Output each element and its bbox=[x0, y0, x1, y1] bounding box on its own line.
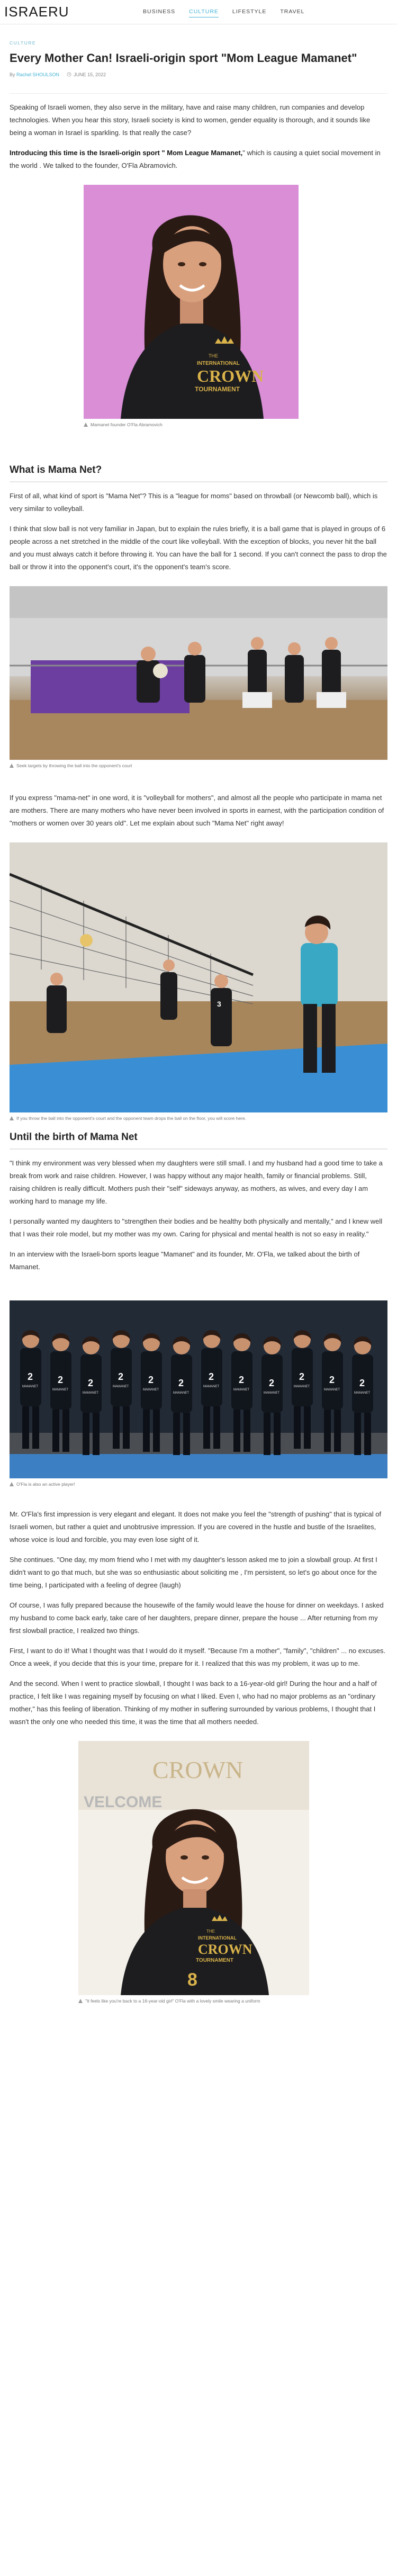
team-player-leg bbox=[354, 1413, 361, 1455]
site-header bbox=[0, 0, 397, 24]
section-2-paragraph-4: Mr. O'Fla's first impression is very elegant and elegant. It does not make you feel the "strength of pushing" that is typical of Israeli women, but rather a quiet and unobtrusive impression. If you are covered in the hustle and bustle of the Israelites, whose voice is loud and forcible, you may even lose sight of it. bbox=[10, 1510, 382, 1543]
shirt2-text-crown: CROWN bbox=[198, 1942, 252, 1958]
team-player-number: 2 bbox=[329, 1374, 335, 1385]
team-player-leg bbox=[364, 1413, 371, 1455]
team-player-number: 2 bbox=[88, 1377, 94, 1388]
shirt-number: 8 bbox=[187, 1970, 197, 1990]
team-player-leg bbox=[173, 1413, 180, 1455]
team-player-brand: MAMANET bbox=[294, 1385, 310, 1388]
team-player-leg bbox=[294, 1406, 301, 1449]
founder-portrait-image bbox=[84, 185, 299, 419]
team-player-number: 2 bbox=[299, 1371, 305, 1382]
caption-triangle-icon bbox=[10, 764, 14, 768]
figure-founder-uniform bbox=[10, 1741, 387, 2004]
team-player-leg bbox=[93, 1413, 100, 1455]
team-player-leg bbox=[32, 1406, 39, 1449]
article-title: Every Mother Can! Israeli-origin sport "Mom League Mamanet" bbox=[10, 51, 357, 65]
section-2-paragraph-7: First, I want to do it! What I thought was that I would do it myself. "Because I'm a mother", "family", "children" ... no excuses. Once a week, if you decide that this is your time, prepare for it. I realized that this was my problem, it was up to me. bbox=[10, 1646, 386, 1667]
team-player-leg bbox=[153, 1410, 160, 1452]
figure-gym-net bbox=[10, 842, 387, 1121]
section-heading-what-is-mama-net: What is Mama Net? bbox=[10, 464, 387, 482]
intro-paragraph-1: Speaking of Israeli women, they also serve in the military, have and raise many children, run companies and develop technologies. When you hear this story, Israeli society is kind to women, gender equality is thorough, and it sounds like being a woman in Israel is sparkling. Is that really the case? bbox=[10, 103, 371, 137]
team-player-brand: MAMANET bbox=[203, 1385, 219, 1388]
site-logo[interactable]: ISRAERU bbox=[4, 4, 69, 20]
nav-item-culture[interactable]: CULTURE bbox=[189, 6, 219, 17]
team-player-number: 2 bbox=[359, 1377, 365, 1388]
section-1-paragraph-3: If you express "mama-net" in one word, it is "volleyball for mothers", and almost all the people who participate in mama net are mothers. There are many mothers who have never been involved in sports in earnest, with the participation condition of "mothers or women over 30 years old". Let me explain about such "Mama Net" right away! bbox=[10, 794, 384, 828]
team-player-number: 2 bbox=[209, 1371, 214, 1382]
team-player-leg bbox=[264, 1413, 270, 1455]
section-heading-birth-of-mama-net: Until the birth of Mama Net bbox=[10, 1132, 387, 1150]
nav-item-travel[interactable]: TRAVEL bbox=[280, 8, 305, 15]
caption-triangle-icon bbox=[10, 1482, 14, 1486]
team-player-leg bbox=[143, 1410, 150, 1452]
banner-welcome-text: VELCOME bbox=[84, 1793, 163, 1811]
nav-item-lifestyle[interactable]: LIFESTYLE bbox=[232, 8, 267, 15]
team-player-number: 2 bbox=[28, 1371, 33, 1382]
team-player-leg bbox=[52, 1410, 59, 1452]
article bbox=[0, 40, 397, 2019]
nav-item-business[interactable]: BUSINESS bbox=[143, 8, 176, 15]
figure-4-caption bbox=[10, 1482, 387, 1487]
player-back-number: 3 bbox=[217, 1000, 221, 1009]
clock-icon bbox=[67, 72, 71, 77]
team-player-number: 2 bbox=[239, 1374, 245, 1385]
caption-triangle-icon bbox=[84, 423, 88, 427]
title-divider bbox=[10, 93, 387, 94]
team-player-number: 2 bbox=[178, 1377, 184, 1388]
team-player-number: 2 bbox=[269, 1377, 275, 1388]
gym-catch-image bbox=[10, 586, 387, 760]
shirt-text-crown: CROWN bbox=[197, 366, 264, 385]
figure-1-caption-text: Mamanet founder O'Fla Abramovich bbox=[91, 421, 163, 427]
team-player-leg bbox=[274, 1413, 281, 1455]
team-player-leg bbox=[83, 1413, 89, 1455]
figure-2-caption-text: Seek targets by throwing the ball into the opponent's court bbox=[16, 763, 132, 769]
team-player-brand: MAMANET bbox=[233, 1388, 249, 1392]
figure-founder-portrait bbox=[10, 185, 387, 427]
section-1-paragraph-2: I think that slow ball is not very familiar in Japan, but to explain the rules briefly, it is a ball game that is played in groups of 6 people across a net stretched in the middle of the court like volleyball. With the exception of blocks, you never hit the ball and you must always catch it before throwing it. You can have the ball for 1 second. If you can't connect the pass to drop the ball or throw it into the opponent's court, it's the opponent's team's score. bbox=[10, 524, 387, 571]
shirt2-text-the: THE bbox=[206, 1929, 215, 1934]
team-player-leg bbox=[22, 1406, 29, 1449]
section-1-paragraph-1: First of all, what kind of sport is "Mama Net"? This is a "league for moms" based on throwball (or Newcomb ball), which is very similar to volleyball. bbox=[10, 491, 378, 513]
team-player-leg bbox=[213, 1406, 220, 1449]
intro-bold-text: Introducing this time is the Israeli-origin sport " Mom League Mamanet, bbox=[10, 148, 243, 157]
team-player-brand: MAMANET bbox=[143, 1388, 159, 1392]
team-player-leg bbox=[62, 1410, 69, 1452]
team-player-brand: MAMANET bbox=[22, 1385, 38, 1388]
team-image bbox=[10, 1300, 387, 1478]
team-player-number: 2 bbox=[148, 1374, 154, 1385]
section-2-paragraph-8: And the second. When I went to practice slowball, I thought I was back to a 16-year-old girl! During the hour and a half of practice, I felt like I was regaining myself by focusing on what I liked. Even I, who had no major problems as an "ordinary mother," has this feeling of liberation. Thinking of my mother in suffering surrounded by various problems, I thought that I wasn't the only one who needed this time, it was the time that all mothers needed. bbox=[10, 1680, 377, 1726]
section-2-paragraph-3: In an interview with the Israeli-born sports league "Mamanet" and its founder, Mr. O'Fla, we talked about the birth of Mamanet. bbox=[10, 1250, 360, 1271]
team-player-leg bbox=[183, 1413, 190, 1455]
section-2-paragraph-1: "I think my environment was very blessed when my daughters were still small. I and my husband had a good time to take a break from work and raise children. However, I was happy without any major health, family or financial problems. Still, raising children is really difficult. Mothers push their "self" sideways anyway, as mothers, as wives, and every day I am working hard to manage my life. bbox=[10, 1159, 383, 1206]
figure-3-caption-text: If you throw the ball into the opponent's court and the opponent team drops the ball on the floor, you will score here. bbox=[16, 1116, 246, 1121]
team-player-leg bbox=[113, 1406, 120, 1449]
article-category[interactable]: CULTURE bbox=[10, 40, 37, 46]
founder-uniform-image bbox=[78, 1741, 309, 1995]
team-player-brand: MAMANET bbox=[324, 1388, 340, 1392]
publish-date: JUNE 15, 2022 bbox=[74, 71, 106, 77]
team-player-brand: MAMANET bbox=[264, 1391, 279, 1395]
team-player-leg bbox=[334, 1410, 341, 1452]
banner-crown-text: CROWN bbox=[152, 1756, 243, 1784]
team-player-leg bbox=[123, 1406, 130, 1449]
figure-4-caption-text: O'Fla is also an active player! bbox=[16, 1481, 75, 1487]
author-link[interactable]: Rachel SHOULSON bbox=[16, 71, 60, 77]
byline-prefix: By bbox=[10, 71, 15, 77]
figure-3-caption bbox=[10, 1116, 387, 1121]
figure-1-caption bbox=[84, 422, 387, 427]
figure-gym-catch bbox=[10, 586, 387, 768]
figure-team bbox=[10, 1300, 387, 1487]
team-player-brand: MAMANET bbox=[354, 1391, 370, 1395]
team-player-number: 2 bbox=[58, 1374, 64, 1385]
section-2-paragraph-2: I personally wanted my daughters to "strengthen their bodies and be healthy both physically and mentally," and I knew well that I was their role model, but my mother was my own. Caring for physical and mental health is not so easy in reality." bbox=[10, 1217, 383, 1238]
shirt2-text-international: INTERNATIONAL bbox=[198, 1935, 237, 1941]
team-player-number: 2 bbox=[118, 1371, 124, 1382]
section-2-paragraph-6: Of course, I was fully prepared because the housewife of the family would leave the house for dinner on weekdays. I asked my husband to come back early, take care of her daughters, prepare dinner, prepare the house ... After returning from my first slowball practice, I realized two things. bbox=[10, 1601, 384, 1635]
team-player-leg bbox=[324, 1410, 331, 1452]
team-player-leg bbox=[233, 1410, 240, 1452]
article-meta bbox=[10, 72, 387, 77]
figure-5-caption bbox=[78, 1998, 387, 2004]
caption-triangle-icon bbox=[10, 1116, 14, 1120]
shirt-text-the: THE bbox=[209, 353, 218, 358]
team-player-brand: MAMANET bbox=[173, 1391, 189, 1395]
team-player-brand: MAMANET bbox=[52, 1388, 68, 1392]
shirt2-text-tournament: TOURNAMENT bbox=[196, 1958, 233, 1964]
gym-net-image bbox=[10, 842, 387, 1112]
section-2-paragraph-5: She continues. "One day, my mom friend who I met with my daughter's lesson asked me to join a slowball group. At first I didn't want to go that much, but she was so enthusiastic about soliciting me , I'm persistent, so let's go about once for the time being, I participated with a feeling of degree (laugh) bbox=[10, 1555, 377, 1589]
team-player-brand: MAMANET bbox=[113, 1385, 129, 1388]
team-player-leg bbox=[243, 1410, 250, 1452]
shirt-text-tournament: TOURNAMENT bbox=[195, 385, 240, 393]
intro-paragraph-2 bbox=[10, 147, 387, 172]
intro-rest-text: " which is causing a quiet social movement in the world . We talked to the founder, O'Fla Abramovich. bbox=[10, 148, 381, 169]
figure-5-caption-text: "It feels like you're back to a 16-year-old girl" O'Fla with a lovely smile wearing a uniform bbox=[85, 1998, 260, 2004]
main-nav bbox=[143, 6, 304, 17]
figure-2-caption bbox=[10, 763, 387, 768]
team-player-leg bbox=[203, 1406, 210, 1449]
team-player-brand: MAMANET bbox=[83, 1391, 98, 1395]
caption-triangle-icon bbox=[78, 1999, 83, 2003]
team-player-leg bbox=[304, 1406, 311, 1449]
shirt-text-international: INTERNATIONAL bbox=[197, 360, 240, 366]
